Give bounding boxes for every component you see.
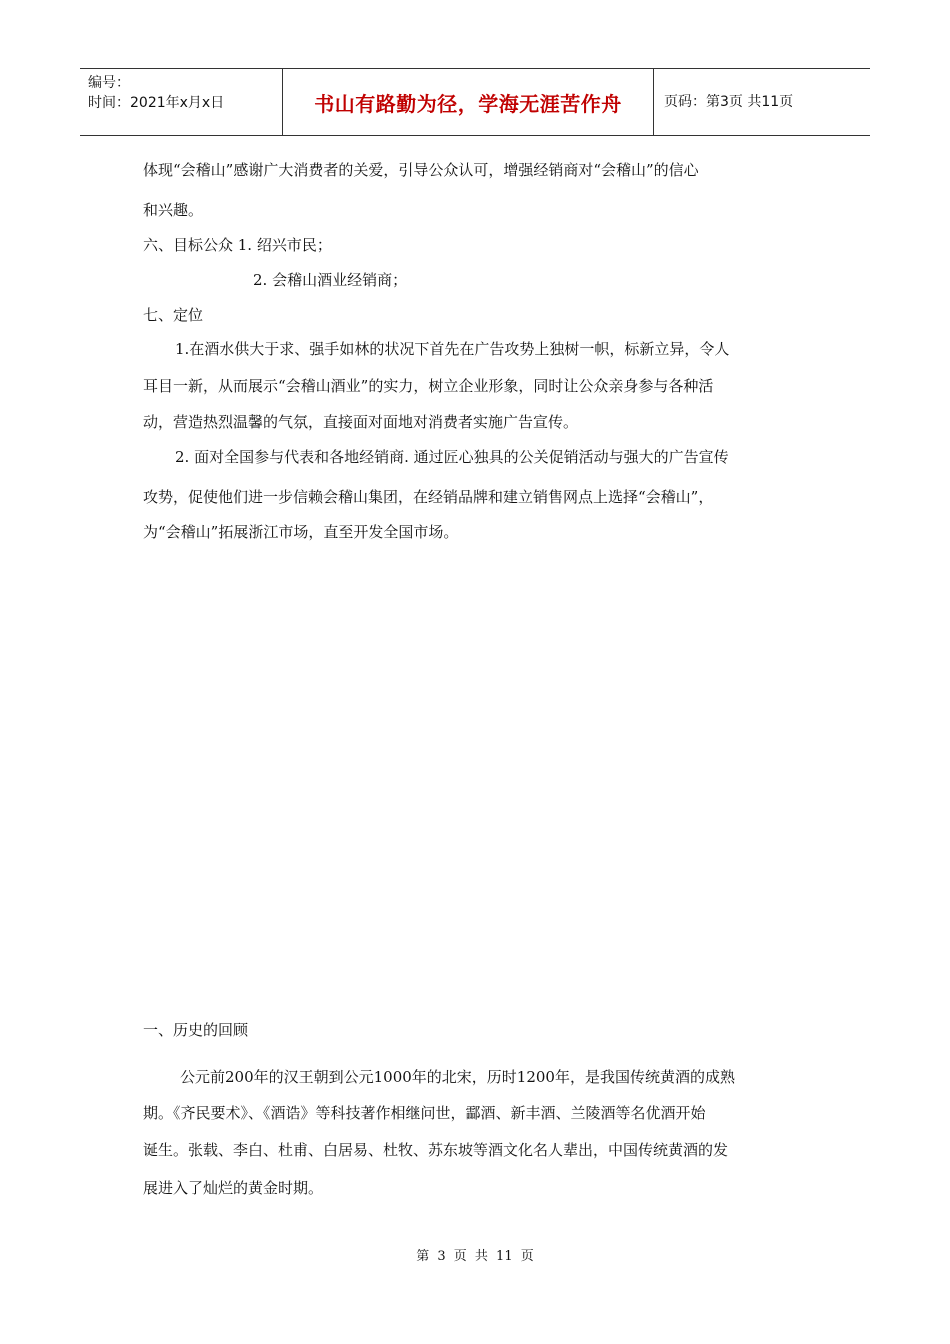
history-line: 期。《齐民要术》、《酒诰》等科技著作相继问世，酃酒、新丰酒、兰陵酒等名优酒开始 (143, 1104, 706, 1122)
body-line: 动，营造热烈温馨的气氛，直接面对面地对消费者实施广告宣传。 (143, 413, 579, 431)
body-line: 2. 面对全国参与代表和各地经销商. 通过匠心独具的公关促销活动与强大的广告宣传 (175, 448, 729, 466)
body-line: 和兴趣。 (143, 201, 204, 219)
page-header (80, 68, 870, 136)
page-code-label: 页码：第3页 共11页 (664, 94, 794, 110)
body-line: 1.在酒水供大于求、强手如林的状况下首先在广告攻势上独树一帜，标新立异，令人 (175, 340, 730, 358)
history-line: 诞生。张载、李白、杜甫、白居易、杜牧、苏东坡等酒文化名人辈出，中国传统黄酒的发 (143, 1141, 729, 1159)
page-footer: 第 3 页 共 11 页 (416, 1249, 534, 1264)
document-time-label: 时间：2021年x月x日 (88, 95, 225, 111)
document-number-label: 编号： (88, 75, 130, 91)
positioning-heading: 七、定位 (143, 306, 204, 324)
body-line: 攻势，促使他们进一步信赖会稽山集团，在经销品牌和建立销售网点上选择“会稽山”， (143, 488, 714, 506)
history-line: 展进入了灿烂的黄金时期。 (143, 1179, 324, 1197)
target-public-item: 2. 会稽山酒业经销商； (253, 271, 408, 289)
history-heading: 一、历史的回顾 (143, 1021, 249, 1039)
body-line: 体现“会稽山”感谢广大消费者的关爱，引导公众认可，增强经销商对“会稽山”的信心 (143, 161, 699, 179)
body-line: 为“会稽山”拓展浙江市场，直至开发全国市场。 (143, 523, 459, 541)
body-line: 耳目一新，从而展示“会稽山酒业”的实力，树立企业形象，同时让公众亲身参与各种活 (143, 377, 714, 395)
motto-text: 书山有路勤为径，学海无涯苦作舟 (314, 91, 622, 116)
target-public-heading: 六、目标公众 1. 绍兴市民； (143, 236, 332, 254)
history-line: 公元前200年的汉王朝到公元1000年的北宋，历时1200年，是我国传统黄酒的成熟 (180, 1068, 735, 1086)
header-page-cell (654, 69, 870, 135)
header-motto-cell (282, 69, 654, 135)
header-info-cell (80, 69, 282, 135)
